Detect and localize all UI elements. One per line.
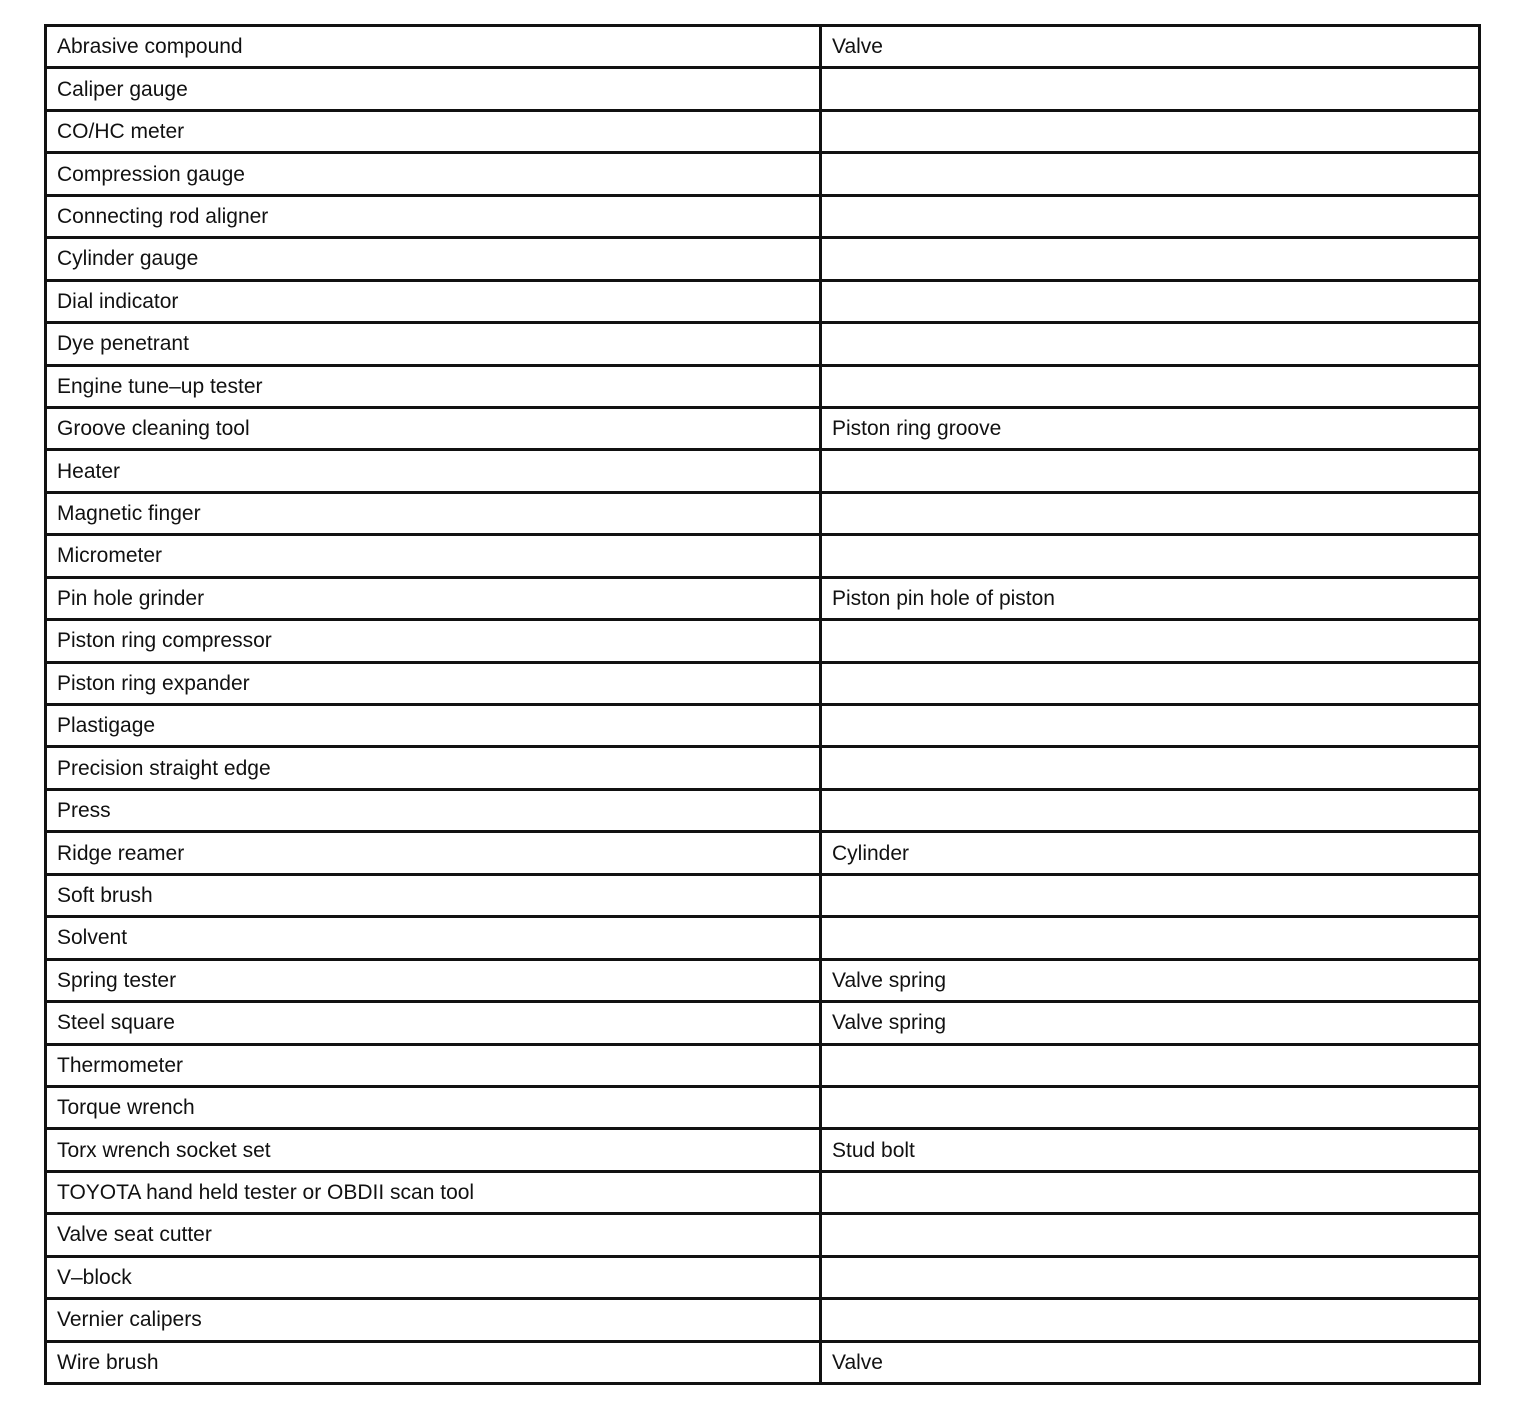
part-cell [821,450,1480,492]
tool-cell: CO/HC meter [46,110,821,152]
tool-cell: Piston ring expander [46,662,821,704]
tool-cell: Plastigage [46,705,821,747]
table-row [46,1002,1480,1044]
table-row [46,323,1480,365]
part-cell [821,1086,1480,1128]
part-cell: Cylinder [821,832,1480,874]
tools-table-body [46,26,1480,1384]
table-row [46,450,1480,492]
table-row [46,68,1480,110]
table-row [46,917,1480,959]
table-row [46,195,1480,237]
part-cell [821,323,1480,365]
tool-cell: Vernier calipers [46,1299,821,1341]
tool-cell: Dye penetrant [46,323,821,365]
tools-table [44,24,1481,1385]
part-cell [821,195,1480,237]
table-row [46,1256,1480,1298]
part-cell [821,492,1480,534]
part-cell: Piston ring groove [821,407,1480,449]
table-row [46,705,1480,747]
part-cell [821,917,1480,959]
part-cell [821,280,1480,322]
part-cell: Valve [821,26,1480,68]
tool-cell: Engine tune–up tester [46,365,821,407]
table-row [46,26,1480,68]
tool-cell: Precision straight edge [46,747,821,789]
part-cell [821,365,1480,407]
table-row [46,620,1480,662]
part-cell [821,153,1480,195]
tool-cell: Heater [46,450,821,492]
table-row [46,110,1480,152]
part-cell [821,789,1480,831]
part-cell [821,662,1480,704]
table-row [46,365,1480,407]
part-cell: Valve [821,1341,1480,1383]
part-cell [821,1044,1480,1086]
part-cell: Valve spring [821,959,1480,1001]
table-row [46,1086,1480,1128]
tool-cell: Ridge reamer [46,832,821,874]
tool-cell: V–block [46,1256,821,1298]
table-row [46,662,1480,704]
table-row [46,959,1480,1001]
tool-cell: Caliper gauge [46,68,821,110]
tool-cell: Groove cleaning tool [46,407,821,449]
part-cell [821,874,1480,916]
part-cell [821,535,1480,577]
table-row [46,1044,1480,1086]
table-row [46,1171,1480,1213]
part-cell [821,705,1480,747]
table-row [46,1341,1480,1383]
table-row [46,492,1480,534]
part-cell [821,1171,1480,1213]
tool-cell: Compression gauge [46,153,821,195]
table-row [46,238,1480,280]
tool-cell: Cylinder gauge [46,238,821,280]
tool-cell: Valve seat cutter [46,1214,821,1256]
table-row [46,577,1480,619]
tool-cell: Spring tester [46,959,821,1001]
part-cell [821,1299,1480,1341]
tool-cell: Pin hole grinder [46,577,821,619]
tool-cell: Torx wrench socket set [46,1129,821,1171]
tool-cell: Torque wrench [46,1086,821,1128]
tool-cell: Abrasive compound [46,26,821,68]
part-cell [821,68,1480,110]
tool-cell: Soft brush [46,874,821,916]
part-cell [821,747,1480,789]
table-row [46,874,1480,916]
tool-cell: Press [46,789,821,831]
tool-cell: Magnetic finger [46,492,821,534]
part-cell [821,620,1480,662]
part-cell [821,238,1480,280]
tool-cell: Steel square [46,1002,821,1044]
table-row [46,747,1480,789]
part-cell: Stud bolt [821,1129,1480,1171]
tool-cell: Solvent [46,917,821,959]
table-row [46,1214,1480,1256]
part-cell [821,1256,1480,1298]
table-row [46,1299,1480,1341]
table-row [46,280,1480,322]
table-row [46,153,1480,195]
table-row [46,407,1480,449]
tool-cell: TOYOTA hand held tester or OBDII scan tool [46,1171,821,1213]
table-row [46,789,1480,831]
part-cell [821,110,1480,152]
tool-cell: Thermometer [46,1044,821,1086]
table-row [46,832,1480,874]
tool-cell: Wire brush [46,1341,821,1383]
tool-cell: Piston ring compressor [46,620,821,662]
part-cell: Valve spring [821,1002,1480,1044]
table-row [46,535,1480,577]
tool-cell: Micrometer [46,535,821,577]
part-cell: Piston pin hole of piston [821,577,1480,619]
tool-cell: Connecting rod aligner [46,195,821,237]
tool-cell: Dial indicator [46,280,821,322]
table-row [46,1129,1480,1171]
part-cell [821,1214,1480,1256]
